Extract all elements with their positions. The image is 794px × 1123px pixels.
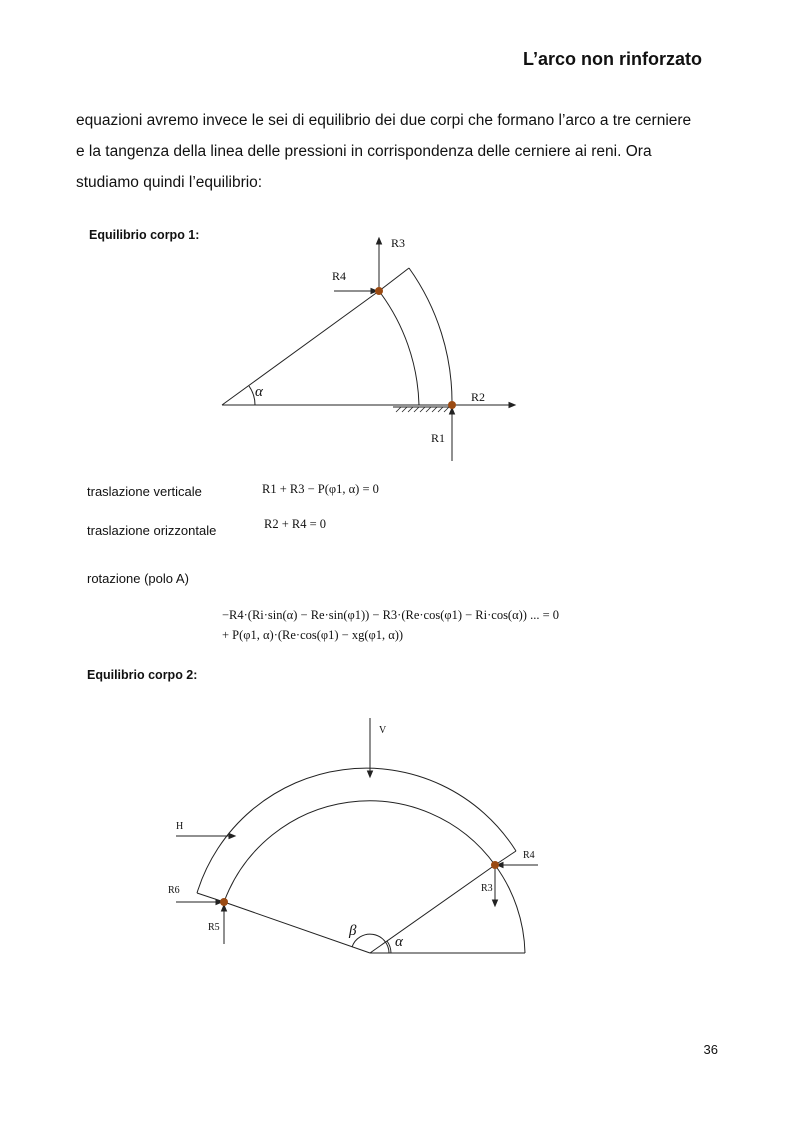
h-arrow-head xyxy=(229,834,235,839)
horizontal-equation: R2 + R4 = 0 xyxy=(264,517,327,531)
page-header-title: L’arco non rinforzato xyxy=(522,49,702,69)
label-alpha: α xyxy=(395,934,403,950)
label-r2: R2 xyxy=(471,390,486,404)
paragraph-line: equazioni avremo invece le sei di equilibrio dei due corpi che formano l’arco a tre cerniere xyxy=(76,112,692,129)
outer-arc-lower xyxy=(495,865,525,953)
vertical-equation: R1 + R3 − P(φ1, α) = 0 xyxy=(262,482,379,496)
section1-title: Equilibrio corpo 1: xyxy=(89,228,200,242)
label-r5: R5 xyxy=(208,922,220,933)
label-alpha: α xyxy=(255,384,263,400)
label-beta: β xyxy=(349,923,357,939)
rotation-equation-line: −R4·(Ri·sin(α) − Re·sin(φ1)) − R3·(Re·cos(φ1) − Ri·cos(α)) ... = 0 xyxy=(222,608,560,622)
hinge-r6 xyxy=(220,898,228,906)
section2-title: Equilibrio corpo 2: xyxy=(87,668,198,682)
vertical-translation-label: traslazione verticale xyxy=(87,484,202,499)
page-number: 36 xyxy=(703,1042,718,1057)
label-r4: R4 xyxy=(332,269,347,283)
v-arrow-head xyxy=(368,771,373,777)
rotation-equation-line: + P(φ1, α)·(Re·cos(φ1) − xg(φ1, α)) xyxy=(222,628,404,642)
label-r3: R3 xyxy=(481,883,493,894)
inner-arc xyxy=(224,801,495,902)
label-h: H xyxy=(176,821,184,832)
rotation-label: rotazione (polo A) xyxy=(87,571,189,586)
paragraph-line: studiamo quindi l’equilibrio: xyxy=(76,174,263,191)
horizontal-translation-label: traslazione orizzontale xyxy=(87,523,217,538)
label-r3: R3 xyxy=(391,236,406,250)
label-r4: R4 xyxy=(523,850,535,861)
label-r6: R6 xyxy=(168,885,180,896)
hinge-r4 xyxy=(491,861,499,869)
paragraph-line: e la tangenza della linea delle pressioni in corrispondenza delle cerniere ai reni. Ora xyxy=(76,143,652,160)
label-v: V xyxy=(379,725,387,736)
outer-arc xyxy=(197,768,516,893)
r3-arrow-head xyxy=(493,900,498,906)
radius-line-right xyxy=(370,865,495,953)
label-r1: R1 xyxy=(431,431,446,445)
